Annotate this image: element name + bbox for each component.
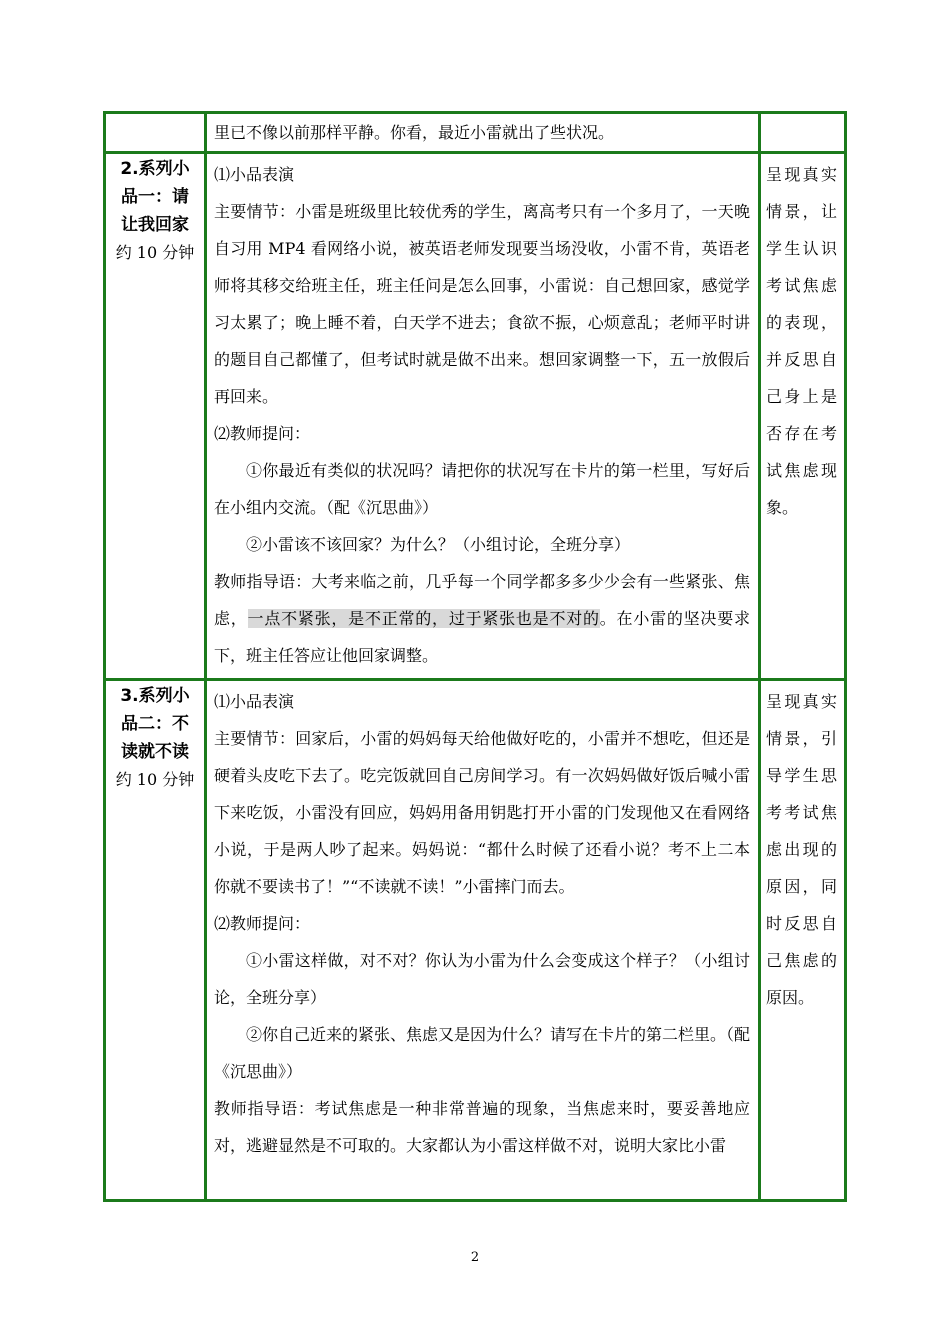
content-paragraph: ⑴小品表演: [214, 165, 295, 184]
stage-cell: [107, 155, 203, 267]
content-cell: [214, 683, 750, 1164]
stage-title-line: 读就不读: [121, 742, 189, 762]
lesson-plan-table: [103, 111, 847, 1202]
content-paragraph: 教师指导语：考试焦虑是一种非常普遍的现象，当焦虑来时，要妥善地应对，逃避显然是不可取的。大家都认为小雷这样做不对，说明大家比小雷: [214, 1099, 750, 1155]
stage-title-line: 品一：请: [121, 187, 189, 207]
column-divider: [758, 111, 761, 1202]
content-paragraph: ②你自己近来的紧张、焦虑又是因为什么？请写在卡片的第二栏里。（配《沉思曲》）: [214, 1025, 751, 1081]
row-divider: [103, 151, 847, 154]
column-divider: [204, 111, 207, 1202]
content-cell: [214, 156, 750, 674]
content-paragraph: ①小雷这样做，对不对？你认为小雷为什么会变成这个样子？（小组讨论，全班分享）: [214, 951, 750, 1007]
stage-cell: [107, 682, 203, 794]
content-paragraph: 主要情节：回家后，小雷的妈妈每天给他做好吃的，小雷并不想吃，但还是硬着头皮吃下去了。吃完饭就回自己房间学习。有一次妈妈做好饭后喊小雷下来吃饭，小雷没有回应，妈妈用备用钥匙打开小雷的门发现他又在看网络小说，于是两人吵了起来。妈妈说：“都什么时候了还看小说？考不上二本你就不要读书了！”“不读就不读！”小雷摔门而去。: [214, 729, 750, 896]
content-paragraph: ⑵教师提问：: [214, 424, 311, 443]
stage-title-line: 3.系列小: [120, 686, 190, 706]
content-paragraph: ⑵教师提问：: [214, 914, 311, 933]
table-border-left: [103, 111, 106, 1202]
content-paragraph: ②小雷该不该回家？为什么？（小组讨论，全班分享）: [246, 535, 631, 554]
table-border-right: [844, 111, 847, 1202]
row-divider: [103, 678, 847, 681]
guidance-text: 。在小雷的坚决要求下，班主任答应让他回家调整。: [214, 609, 750, 665]
stage-title-line: 让我回家: [121, 215, 189, 235]
highlighted-text: 一点不紧张，是不正常的，过于紧张也是不对的: [247, 609, 600, 628]
guidance-text: 教师指导语：大考来临之前，几乎每一个同学都多多少少会有一些紧张、焦虑，: [214, 572, 750, 628]
stage-duration: 约 10 分钟: [115, 770, 195, 789]
goal-cell: 呈现真实情景，引导学生思考考试焦虑出现的原因，同时反思自己焦虑的原因。: [766, 692, 837, 1007]
content-paragraph: ①你最近有类似的状况吗？请把你的状况写在卡片的第一栏里，写好后在小组内交流。（配《沉思曲》）: [214, 461, 750, 517]
content-paragraph: 里已不像以前那样平静。你看，最近小雷就出了些状况。: [214, 123, 615, 142]
content-paragraph: [214, 563, 750, 674]
content-cell: [214, 114, 750, 151]
goal-cell: 呈现真实情景，让学生认识考试焦虑的表现，并反思自己身上是否存在考试焦虑现象。: [766, 165, 837, 517]
page-number: 2: [470, 1250, 480, 1265]
stage-title-line: 品二：不: [121, 714, 189, 734]
stage-duration: 约 10 分钟: [115, 243, 195, 262]
table-border-bottom: [103, 1199, 847, 1202]
content-paragraph: ⑴小品表演: [214, 692, 295, 711]
stage-title-line: 2.系列小: [120, 159, 190, 179]
content-paragraph: 主要情节：小雷是班级里比较优秀的学生，离高考只有一个多月了，一天晚自习用 MP4 看网络小说，被英语老师发现要当场没收，小雷不肯，英语老师将其移交给班主任，班主任问是怎么回事，小雷说：自己想回家，感觉学习太累了；晚上睡不着，白天学不进去；食欲不振，心烦意乱；老师平时讲的题目自己都懂了，但考试时就是做不出来。想回家调整一下，五一放假后再回来。: [214, 202, 750, 406]
